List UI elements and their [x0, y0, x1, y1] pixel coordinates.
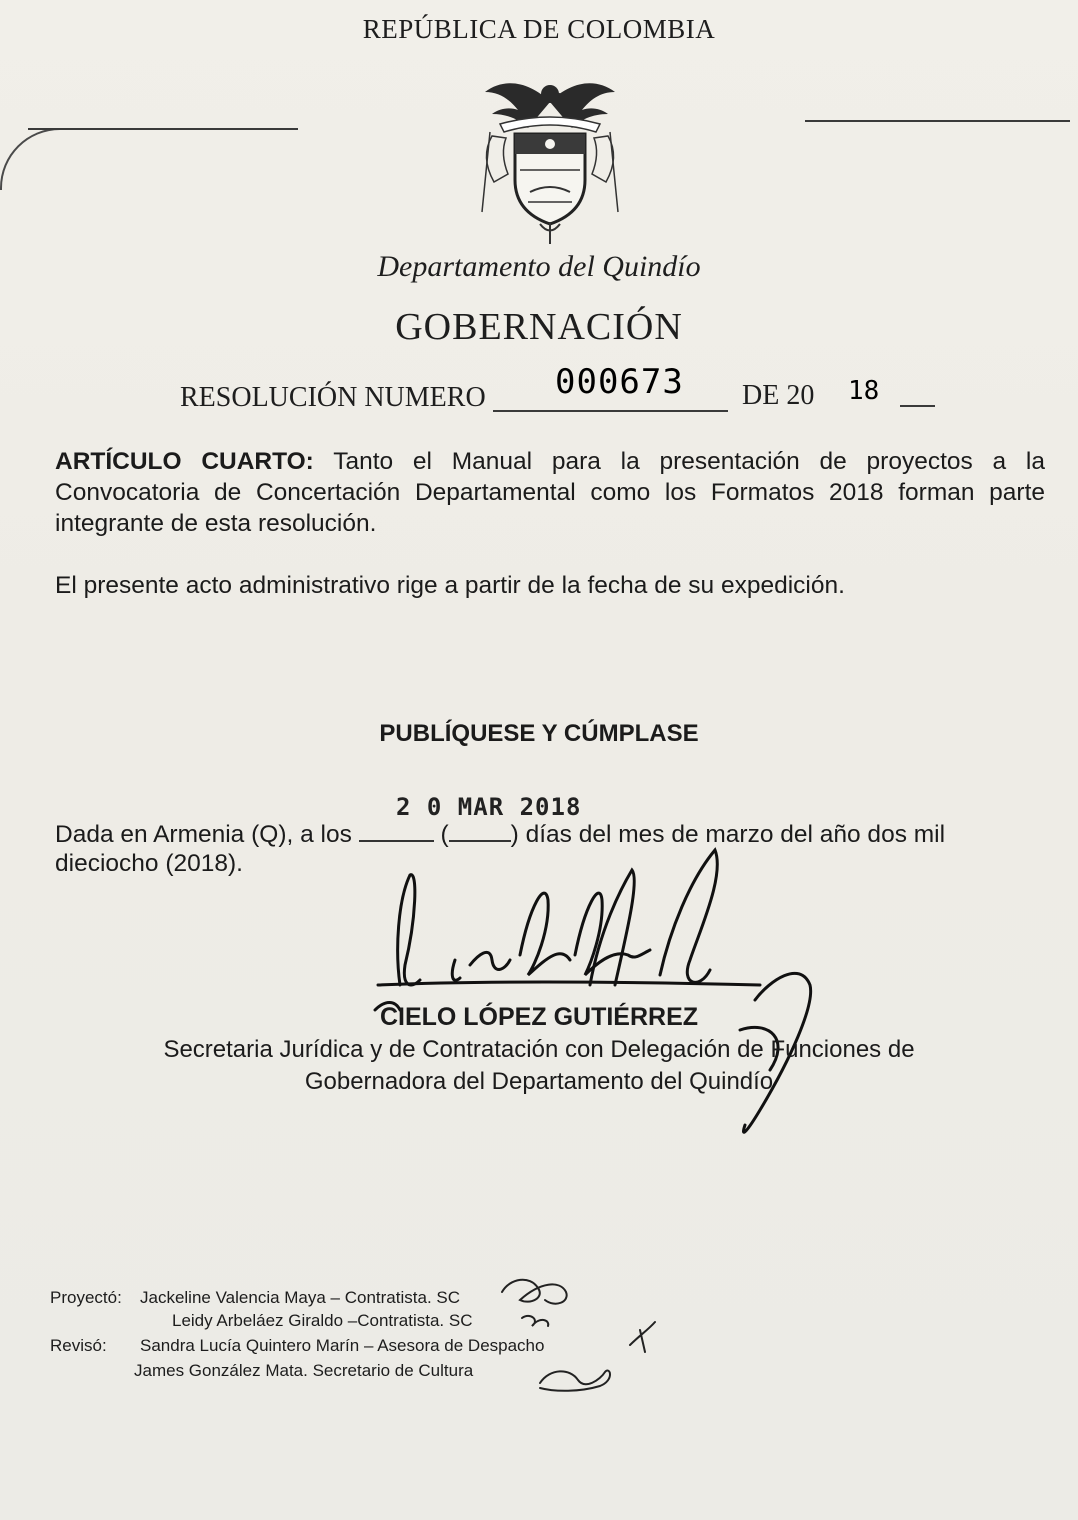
article-text: Tanto el Manual para la presentación de proyectos a la Convocatoria de Concertación Departamental como los Formatos 2018 forman parte integrante de esta resolución.	[55, 448, 1045, 537]
signatory-title-line-2: Gobernadora del Departamento del Quindío	[304, 1068, 774, 1095]
given-line-2: dieciocho (2018).	[55, 850, 243, 877]
signatory-name: CIELO LÓPEZ GUTIÉRREZ	[379, 1003, 699, 1031]
header-rule-right	[805, 120, 1070, 122]
reviewed-line-2: James González Mata. Secretario de Cultura	[134, 1361, 474, 1380]
department-name: Departamento del Quindío	[377, 250, 701, 283]
validity-paragraph: El presente acto administrativo rige a partir de la fecha de su expedición.	[55, 572, 845, 599]
reviewed-label: Revisó:	[50, 1336, 107, 1355]
office-heading: GOBERNACIÓN	[395, 306, 683, 348]
given-prefix: Dada en Armenia (Q), a los	[55, 821, 352, 848]
day-words-blank	[449, 818, 511, 842]
date-stamp: 2 0 MAR 2018	[396, 793, 582, 821]
page-corner-fold	[0, 128, 62, 190]
signatory-title-line-1: Secretaria Jurídica y de Contratación con Delegación de Funciones de	[163, 1036, 915, 1063]
resolution-number: 000673	[555, 362, 684, 402]
projected-label: Proyectó:	[50, 1288, 122, 1307]
coat-of-arms-icon	[470, 62, 630, 247]
projected-line-2: Leidy Arbeláez Giraldo –Contratista. SC	[172, 1311, 473, 1330]
header-rule-left	[28, 128, 298, 130]
country-heading: REPÚBLICA DE COLOMBIA	[362, 14, 716, 44]
article-heading: ARTÍCULO CUARTO:	[55, 448, 314, 475]
given-suffix: días del mes de marzo del año dos mil	[525, 821, 946, 848]
resolution-year-suffix: 18	[848, 376, 880, 406]
day-blank	[359, 818, 434, 842]
reviewed-line-1: Sandra Lucía Quintero Marín – Asesora de Despacho	[140, 1336, 545, 1355]
publish-heading: PUBLÍQUESE Y CÚMPLASE	[379, 720, 699, 747]
given-line-1: Dada en Armenia (Q), a los ( ) días del mes de marzo del año dos mil	[55, 818, 1055, 849]
resolution-number-line	[493, 410, 728, 412]
resolution-year-prefix: DE 20	[742, 380, 815, 411]
resolution-year-line	[900, 405, 935, 407]
resolution-label: RESOLUCIÓN NUMERO	[180, 382, 486, 413]
projected-line-1: Jackeline Valencia Maya – Contratista. SC	[140, 1288, 461, 1307]
article-four-paragraph	[55, 446, 1045, 539]
